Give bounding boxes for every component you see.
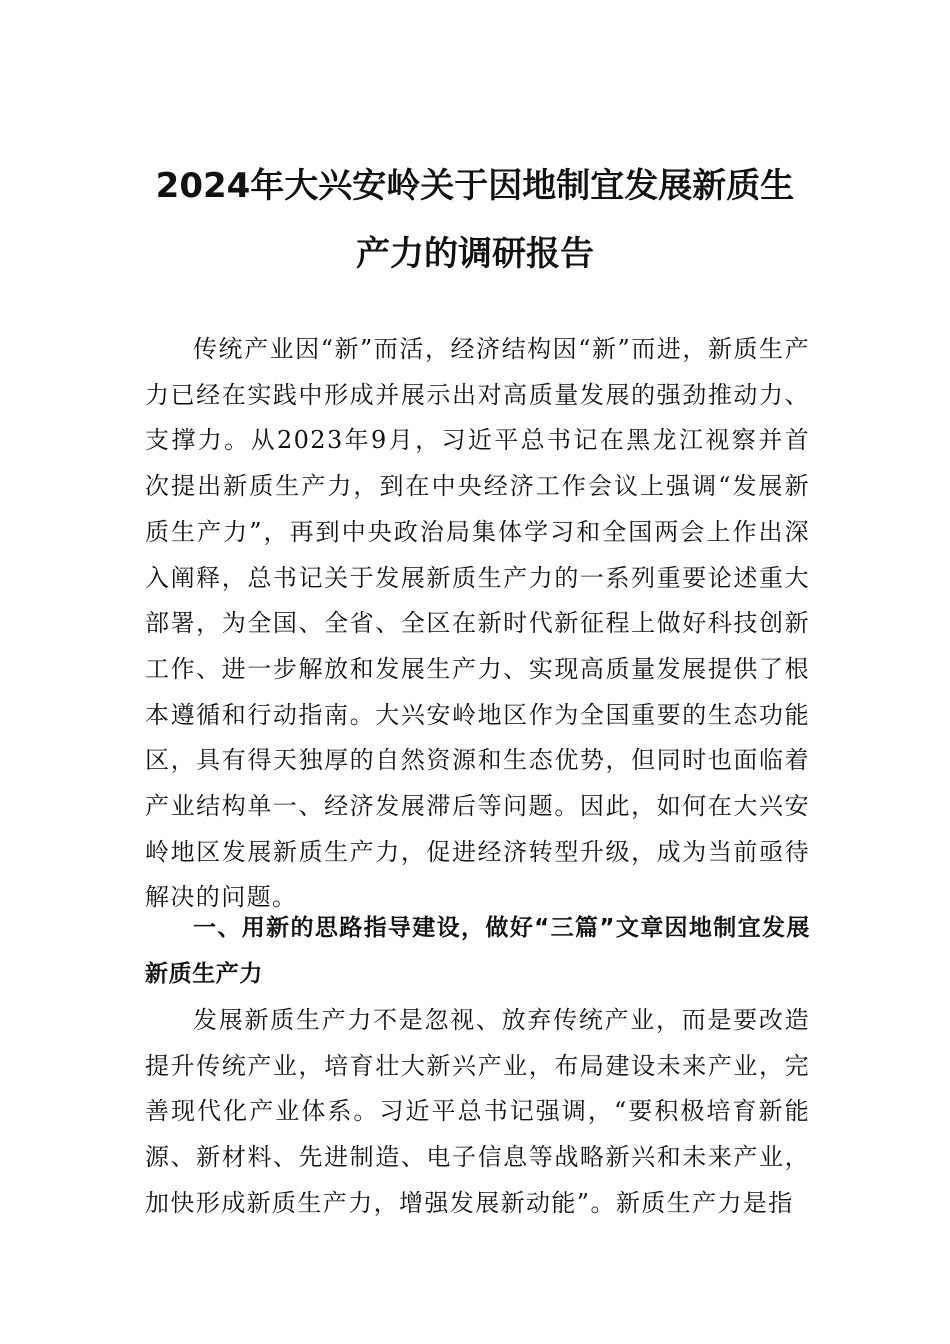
section-heading-1: 一、用新的思路指导建设，做好“三篇”文章因地制宜发展新质生产力 [145,915,810,987]
intro-paragraph: 传统产业因“新”而活，经济结构因“新”而进，新质生产力已经在实践中形成并展示出对高质量发展的强劲推动力、支撑力。从2023年9月，习近平总书记在黑龙江视察并首次提出新质生产力，到在中央经济工作会议上强调“发展新质生产力”，再到中央政治局集体学习和全国两会上作出深入阐释，总书记关于发展新质生产力的一系列重要论述重大部署，为全国、全省、全区在新时代新征程上做好科技创新工作、进一步解放和发展生产力、实现高质量发展提供了根本遵循和行动指南。大兴安岭地区作为全国重要的生态功能区，具有得天独厚的自然资源和生态优势，但同时也面临着产业结构单一、经济发展滞后等问题。因此，如何在大兴安岭地区发展新质生产力，促进经济转型升级，成为当前亟待解决的问题。 [145,335,810,912]
document-title-line-1: 2024年大兴安岭关于因地制宜发展新质生 [155,166,795,206]
section-1-paragraph: 发展新质生产力不是忽视、放弃传统产业，而是要改造提升传统产业，培育壮大新兴产业，布局建设未来产业，完善现代化产业体系。习近平总书记强调，“要积极培育新能源、新材料、先进制造、电子信息等战略新兴和未来产业，加快形成新质生产力，增强发展新动能”。新质生产力是指 [145,1006,810,1217]
document-title-line-2: 产力的调研报告 [356,234,594,274]
